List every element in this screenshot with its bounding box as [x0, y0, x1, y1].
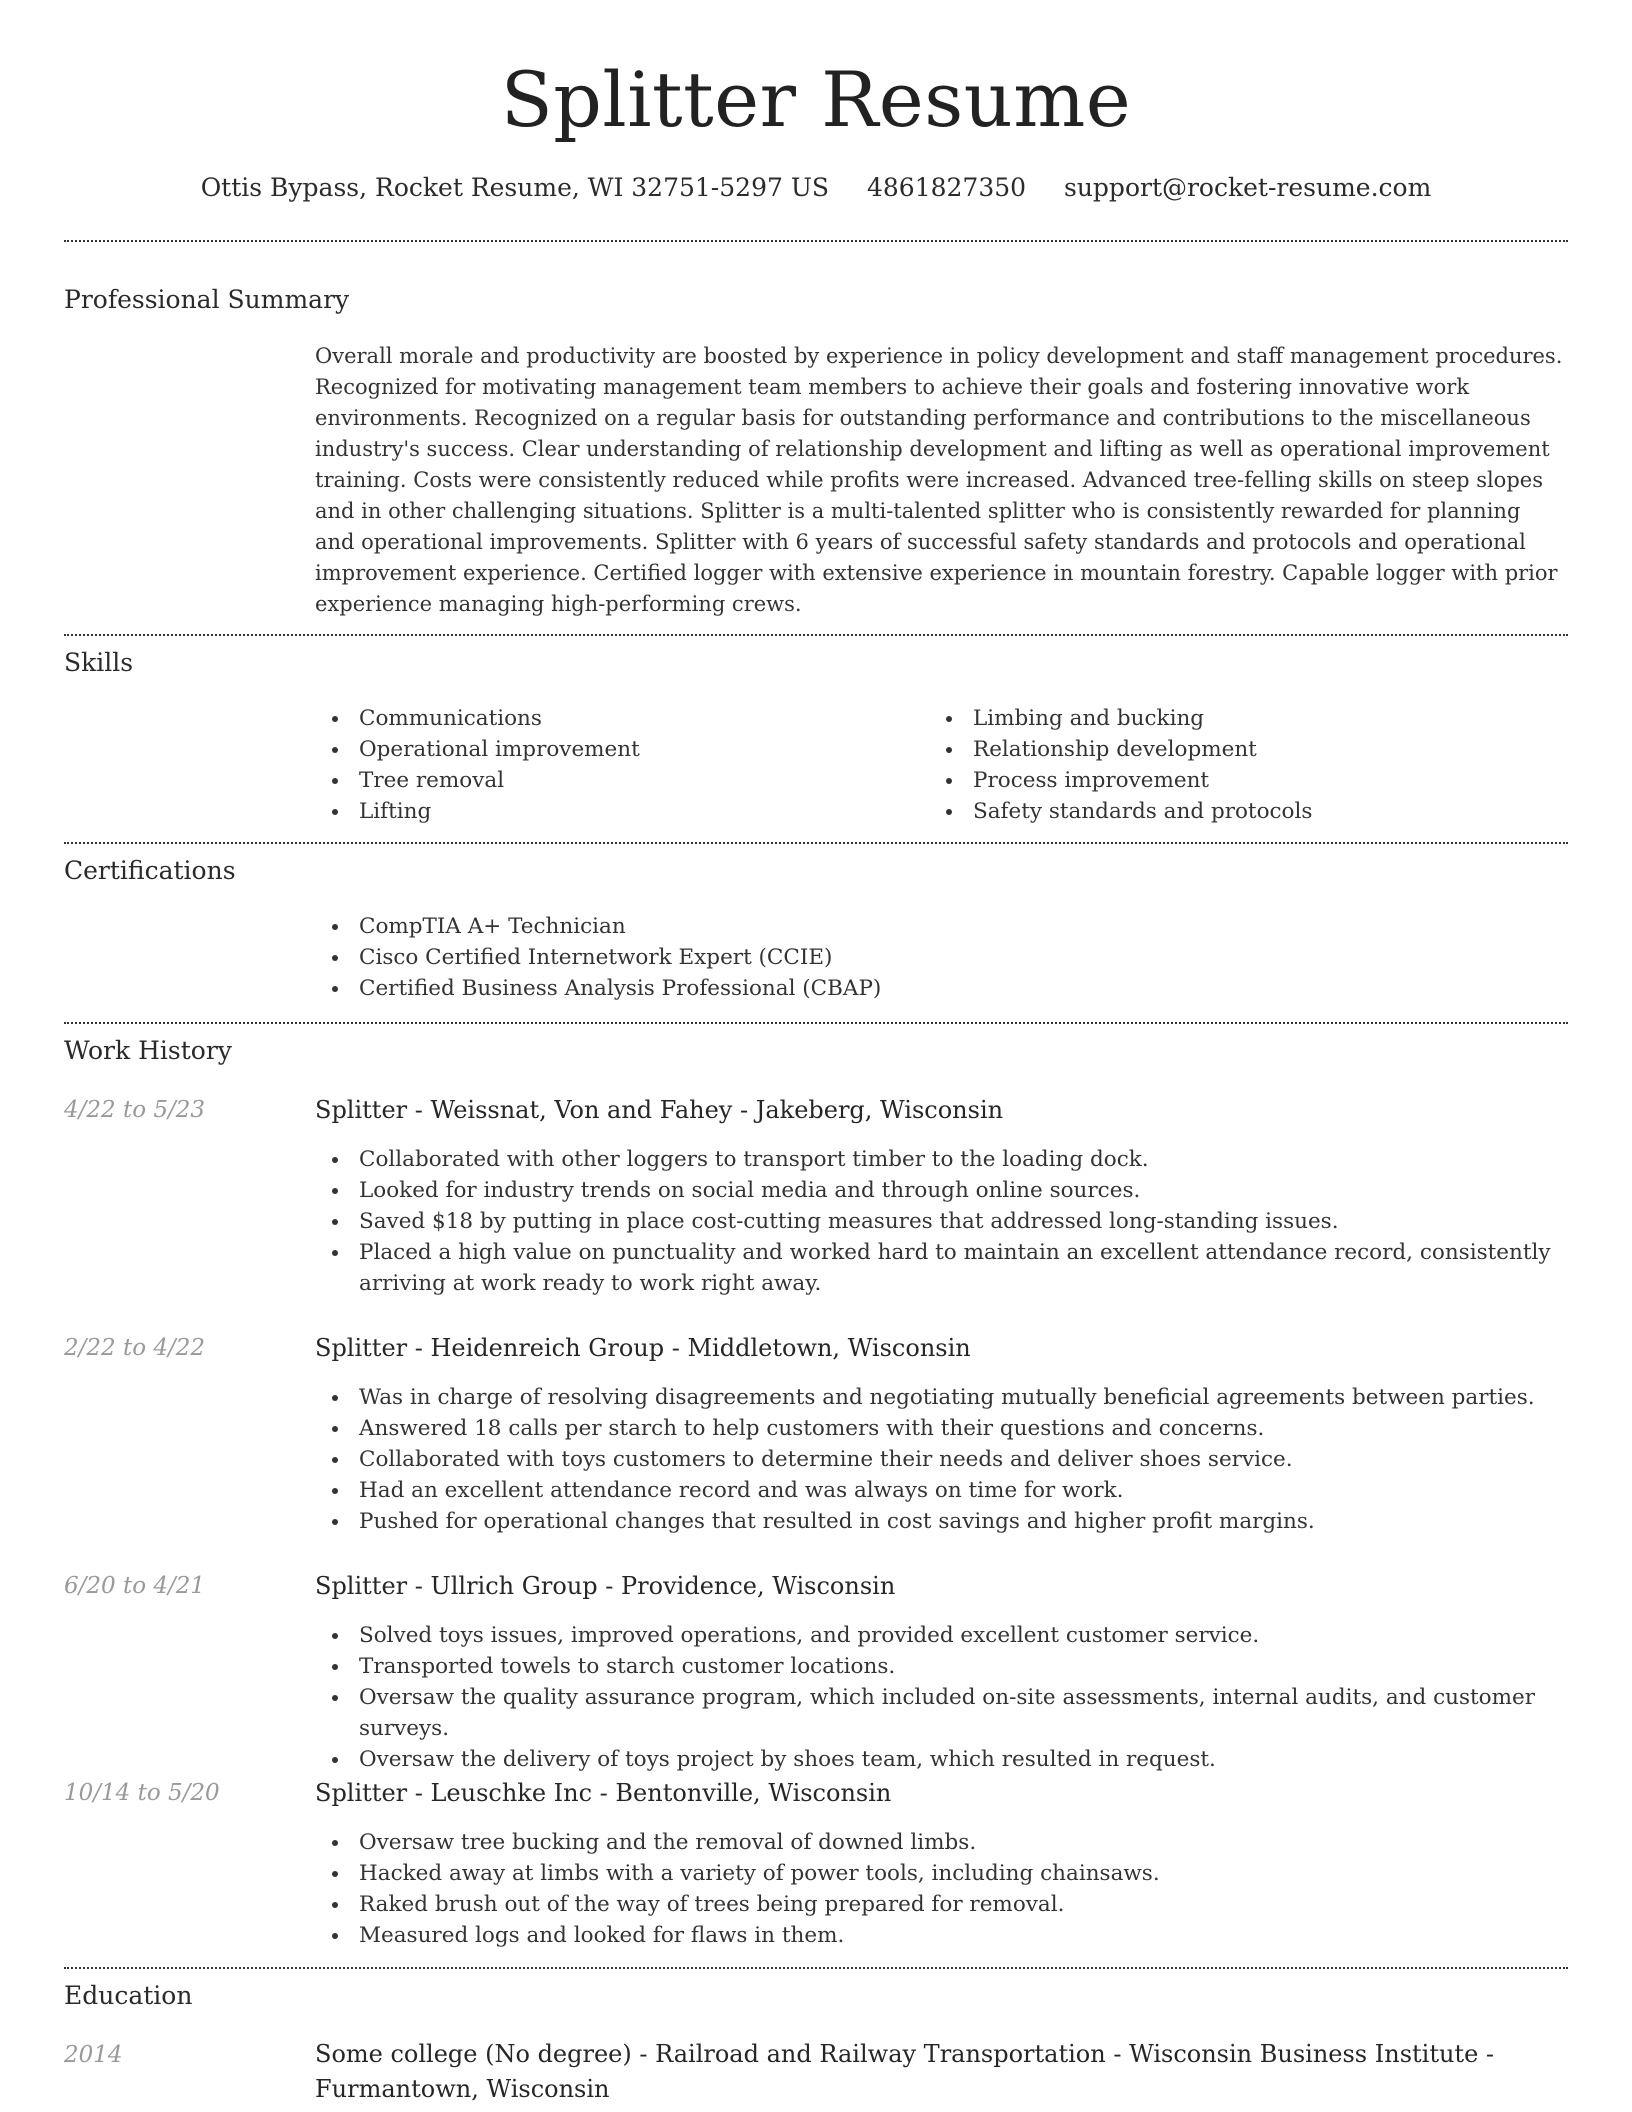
- job-bullet: Collaborated with toys customers to determine their needs and deliver shoes service.: [359, 1444, 1579, 1475]
- skill-item: Lifting: [359, 796, 919, 827]
- job-bullet: Saved $18 by putting in place cost-cutting measures that addressed long-standing issues.: [359, 1206, 1565, 1237]
- job-bullet: Had an excellent attendance record and was always on time for work.: [359, 1475, 1579, 1506]
- section-title-education: Education: [64, 1981, 193, 2010]
- section-title-summary: Professional Summary: [64, 285, 350, 314]
- job-bullet: Looked for industry trends on social media and through online sources.: [359, 1175, 1565, 1206]
- job-bullets: [315, 1144, 1565, 1299]
- job-dates: 10/14 to 5/20: [64, 1780, 220, 1806]
- skill-item: Limbing and bucking: [973, 703, 1573, 734]
- divider: [64, 1967, 1568, 1969]
- contact-phone: 4861827350: [866, 173, 1027, 202]
- job-bullet: Hacked away at limbs with a variety of power tools, including chainsaws.: [359, 1858, 1579, 1889]
- certifications-list: [315, 911, 1559, 1004]
- job-bullet: Collaborated with other loggers to transport timber to the loading dock.: [359, 1144, 1565, 1175]
- job-bullet: Answered 18 calls per starch to help customers with their questions and concerns.: [359, 1413, 1579, 1444]
- job-bullet: Oversaw the delivery of toys project by shoes team, which resulted in request.: [359, 1744, 1599, 1775]
- job-dates: 2/22 to 4/22: [64, 1335, 206, 1361]
- skill-item: Operational improvement: [359, 734, 919, 765]
- contact-address: Ottis Bypass, Rocket Resume, WI 32751-5297 US: [200, 173, 830, 202]
- divider: [64, 240, 1568, 242]
- job-bullet: Oversaw the quality assurance program, which included on-site assessments, internal audits, and customer surveys.: [359, 1682, 1599, 1744]
- job-title: Splitter - Ullrich Group - Providence, Wisconsin: [315, 1572, 896, 1600]
- section-title-work-history: Work History: [64, 1036, 232, 1065]
- skills-list-left: [315, 703, 919, 827]
- divider: [64, 634, 1568, 636]
- education-title: Some college (No degree) - Railroad and Railway Transportation - Wisconsin Business Institute - Furmantown, Wisconsin: [315, 2040, 1495, 2103]
- section-title-skills: Skills: [64, 648, 134, 677]
- job-bullet: Raked brush out of the way of trees being prepared for removal.: [359, 1889, 1579, 1920]
- job-title: Splitter - Leuschke Inc - Bentonville, Wisconsin: [315, 1779, 892, 1807]
- certification-item: CompTIA A+ Technician: [359, 911, 1559, 942]
- skill-item: Safety standards and protocols: [973, 796, 1573, 827]
- skills-list-right: [929, 703, 1573, 827]
- job-bullet: Placed a high value on punctuality and worked hard to maintain an excellent attendance record, consistently arriving at work ready to work right away.: [359, 1237, 1565, 1299]
- resume-title: Splitter Resume: [500, 55, 1132, 144]
- job-dates: 4/22 to 5/23: [64, 1097, 206, 1123]
- skill-item: Process improvement: [973, 765, 1573, 796]
- job-bullet: Oversaw tree bucking and the removal of downed limbs.: [359, 1827, 1579, 1858]
- certification-item: Cisco Certified Internetwork Expert (CCIE): [359, 942, 1559, 973]
- skill-item: Relationship development: [973, 734, 1573, 765]
- contact-email: support@rocket-resume.com: [1064, 173, 1432, 202]
- education-year: 2014: [64, 2042, 123, 2068]
- divider: [64, 842, 1568, 844]
- job-bullet: Measured logs and looked for flaws in them.: [359, 1920, 1579, 1951]
- job-bullets: [315, 1827, 1579, 1951]
- skill-item: Communications: [359, 703, 919, 734]
- skill-item: Tree removal: [359, 765, 919, 796]
- job-bullets: [315, 1620, 1599, 1775]
- job-bullet: Transported towels to starch customer locations.: [359, 1651, 1599, 1682]
- job-bullets: [315, 1382, 1579, 1537]
- job-bullet: Pushed for operational changes that resulted in cost savings and higher profit margins.: [359, 1506, 1579, 1537]
- certification-item: Certified Business Analysis Professional (CBAP): [359, 973, 1559, 1004]
- job-bullet: Solved toys issues, improved operations, and provided excellent customer service.: [359, 1620, 1599, 1651]
- summary-text: Overall morale and productivity are boosted by experience in policy development and staff management procedures. Recognized for motivating management team members to achieve their goals and fostering innovative work environments. Recognized on a regular basis for outstanding performance and contributions to the miscellaneous industry's success. Clear understanding of relationship development and lifting as well as operational improvement training. Costs were consistently reduced while profits were increased. Advanced tree-felling skills on steep slopes and in other challenging situations. Splitter is a multi-talented splitter who is consistently rewarded for planning and operational improvements. Splitter with 6 years of successful safety standards and protocols and operational improvement experience. Certified logger with extensive experience in mountain forestry. Capable logger with prior experience managing high-performing crews.: [315, 344, 1563, 616]
- job-title: Splitter - Heidenreich Group - Middletown, Wisconsin: [315, 1334, 971, 1362]
- section-title-certifications: Certifications: [64, 856, 236, 885]
- divider: [64, 1022, 1568, 1024]
- job-bullet: Was in charge of resolving disagreements and negotiating mutually beneficial agreements between parties.: [359, 1382, 1579, 1413]
- contact-line: [0, 170, 1632, 206]
- job-dates: 6/20 to 4/21: [64, 1573, 206, 1599]
- job-title: Splitter - Weissnat, Von and Fahey - Jakeberg, Wisconsin: [315, 1096, 1004, 1124]
